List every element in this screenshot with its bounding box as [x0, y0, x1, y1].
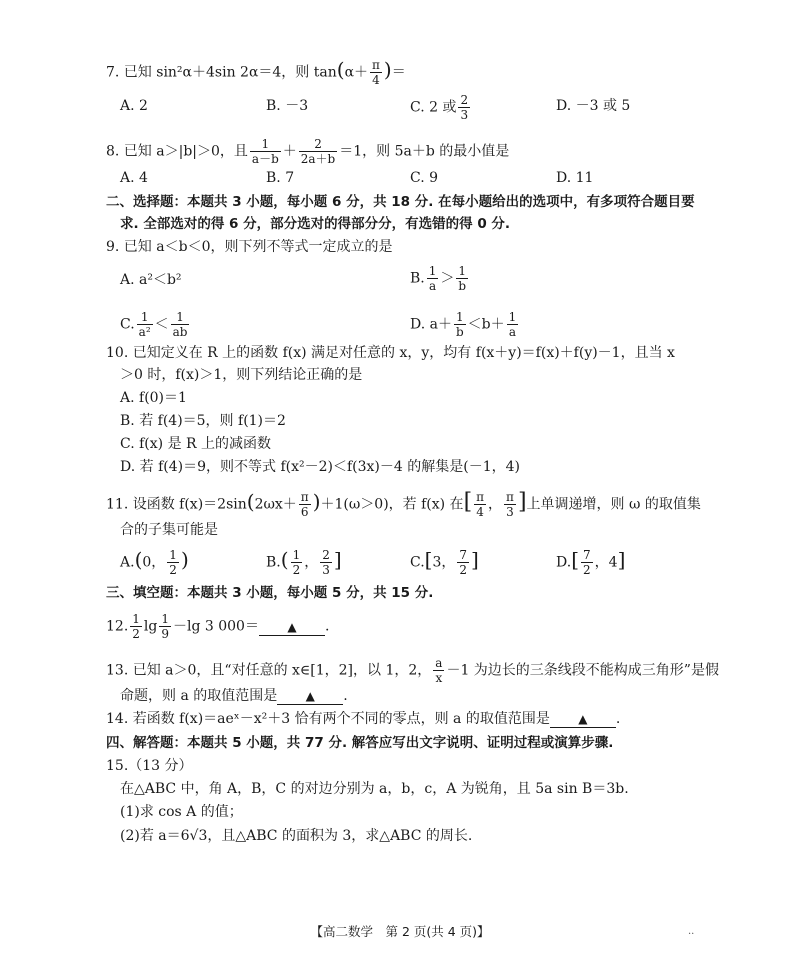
- q15-stem: 在△ABC 中，角 A，B，C 的对边分别为 a，b，c，A 为锐角，且 5a sin B＝3b.: [120, 781, 629, 797]
- q15-part-2: (2)若 a＝6√3，且△ABC 的面积为 3，求△ABC 的周长.: [120, 828, 473, 844]
- q7-stem: 7. 已知 sin²α＋4sin 2α＝4，则 tan(α＋ $\frac{\pi}{4}$ )＝: [106, 57, 406, 87]
- q8-option-c: C. 9: [410, 170, 439, 186]
- q15-title: 15.（13 分）: [106, 758, 193, 774]
- q9-option-c: C. $\frac{1}{\text{a²}}$ ＜ $\frac{1}{ab}$: [120, 310, 188, 339]
- q8-option-b: B. 7: [266, 170, 295, 186]
- q11-option-b: B.( $\frac{1}{2}$ ， $\frac{2}{3}$ ]: [266, 547, 342, 577]
- q11-option-a: A.(0， $\frac{1}{2}$ ): [120, 547, 189, 577]
- section-2-heading-line1: 二、选择题：本题共 3 小题，每小题 6 分，共 18 分. 在每小题给出的选项中，有多项符合题目要: [106, 194, 695, 210]
- q13-answer-blank[interactable]: ▲: [277, 688, 343, 705]
- q10-option-c: C. f(x) 是 R 上的减函数: [120, 436, 272, 452]
- q11-option-d: D.[ $\frac{7}{2}$ ，4]: [556, 547, 626, 577]
- q7-option-b: B. －3: [266, 98, 309, 114]
- q9-option-d: D. a＋ $\frac{1}{b}$ ＜b＋ $\frac{1}{a}$: [410, 310, 517, 339]
- q10-option-a: A. f(0)＝1: [120, 390, 187, 406]
- corner-mark: ..: [688, 926, 695, 937]
- section-3-heading: 三、填空题：本题共 3 小题，每小题 5 分，共 15 分.: [106, 585, 434, 601]
- q14-stem: 14. 若函数 f(x)＝aeˣ－x²＋3 恰有两个不同的零点，则 a 的取值范围是 ▲ .: [106, 711, 621, 727]
- q8-stem: 8. 已知 a＞|b|＞0，且 $\frac{1}{a-b}$ ＋ $\frac{2}{2a+b}$ ＝1，则 5a＋b 的最小值是: [106, 137, 510, 166]
- q10-option-b: B. 若 f(4)＝5，则 f(1)＝2: [120, 413, 286, 429]
- q11-stem-line1: 11. 设函数 f(x)＝2sin(2ωx＋ $\frac{\pi}{6}$ )＋1(ω＞0)，若 f(x) 在[ $\frac{\pi}{4}$ ， $\frac{\pi}{3}$ ]上单调递增，则 ω 的取值集: [106, 489, 701, 519]
- q15-part-1: (1)求 cos A 的值；: [120, 804, 243, 820]
- q10-option-d: D. 若 f(4)＝9，则不等式 f(x²－2)＜f(3x)－4 的解集是(－1，4): [120, 459, 520, 475]
- page-footer: 【高二数学 第 2 页(共 4 页)】: [310, 924, 490, 939]
- section-2-heading-line2: 求. 全部选对的得 6 分，部分选对的得部分分，有选错的得 0 分.: [120, 216, 511, 232]
- q7-option-c: C. 2 或 $\frac{2}{3}$: [410, 93, 469, 122]
- q10-stem-line2: ＞0 时，f(x)＞1，则下列结论正确的是: [120, 367, 363, 383]
- q13-stem-line1: 13. 已知 a＞0，且“对任意的 x∈[1，2]，以 1，2， $\frac{a}{x}$ －1 为边长的三条线段不能构成三角形”是假: [106, 656, 719, 685]
- q8-option-a: A. 4: [120, 170, 148, 186]
- q9-stem: 9. 已知 a＜b＜0，则下列不等式一定成立的是: [106, 239, 393, 255]
- q11-stem-line2: 合的子集可能是: [120, 522, 218, 538]
- q10-stem-line1: 10. 已知定义在 R 上的函数 f(x) 满足对任意的 x，y，均有 f(x＋y)＝f(x)＋f(y)－1，且当 x: [106, 345, 675, 361]
- q12-answer-blank[interactable]: ▲: [259, 619, 325, 636]
- q13-stem-line2: 命题，则 a 的取值范围是 ▲ .: [120, 688, 348, 704]
- q7-option-a: A. 2: [120, 98, 148, 114]
- section-4-heading: 四、解答题：本题共 5 小题，共 77 分. 解答应写出文字说明、证明过程或演算步骤.: [106, 735, 614, 751]
- q9-option-b: B. $\frac{1}{a}$ ＞ $\frac{1}{b}$: [410, 264, 467, 293]
- q9-option-a: A. a²＜b²: [120, 272, 182, 288]
- q12-stem: 12. $\frac{1}{2}$ lg $\frac{1}{9}$ －lg 3 000＝ ▲ .: [106, 612, 330, 641]
- q11-option-c: C.[3， $\frac{7}{2}$ ]: [410, 547, 479, 577]
- q7-option-d: D. －3 或 5: [556, 98, 631, 114]
- q8-option-d: D. 11: [556, 170, 594, 186]
- q14-answer-blank[interactable]: ▲: [550, 711, 616, 728]
